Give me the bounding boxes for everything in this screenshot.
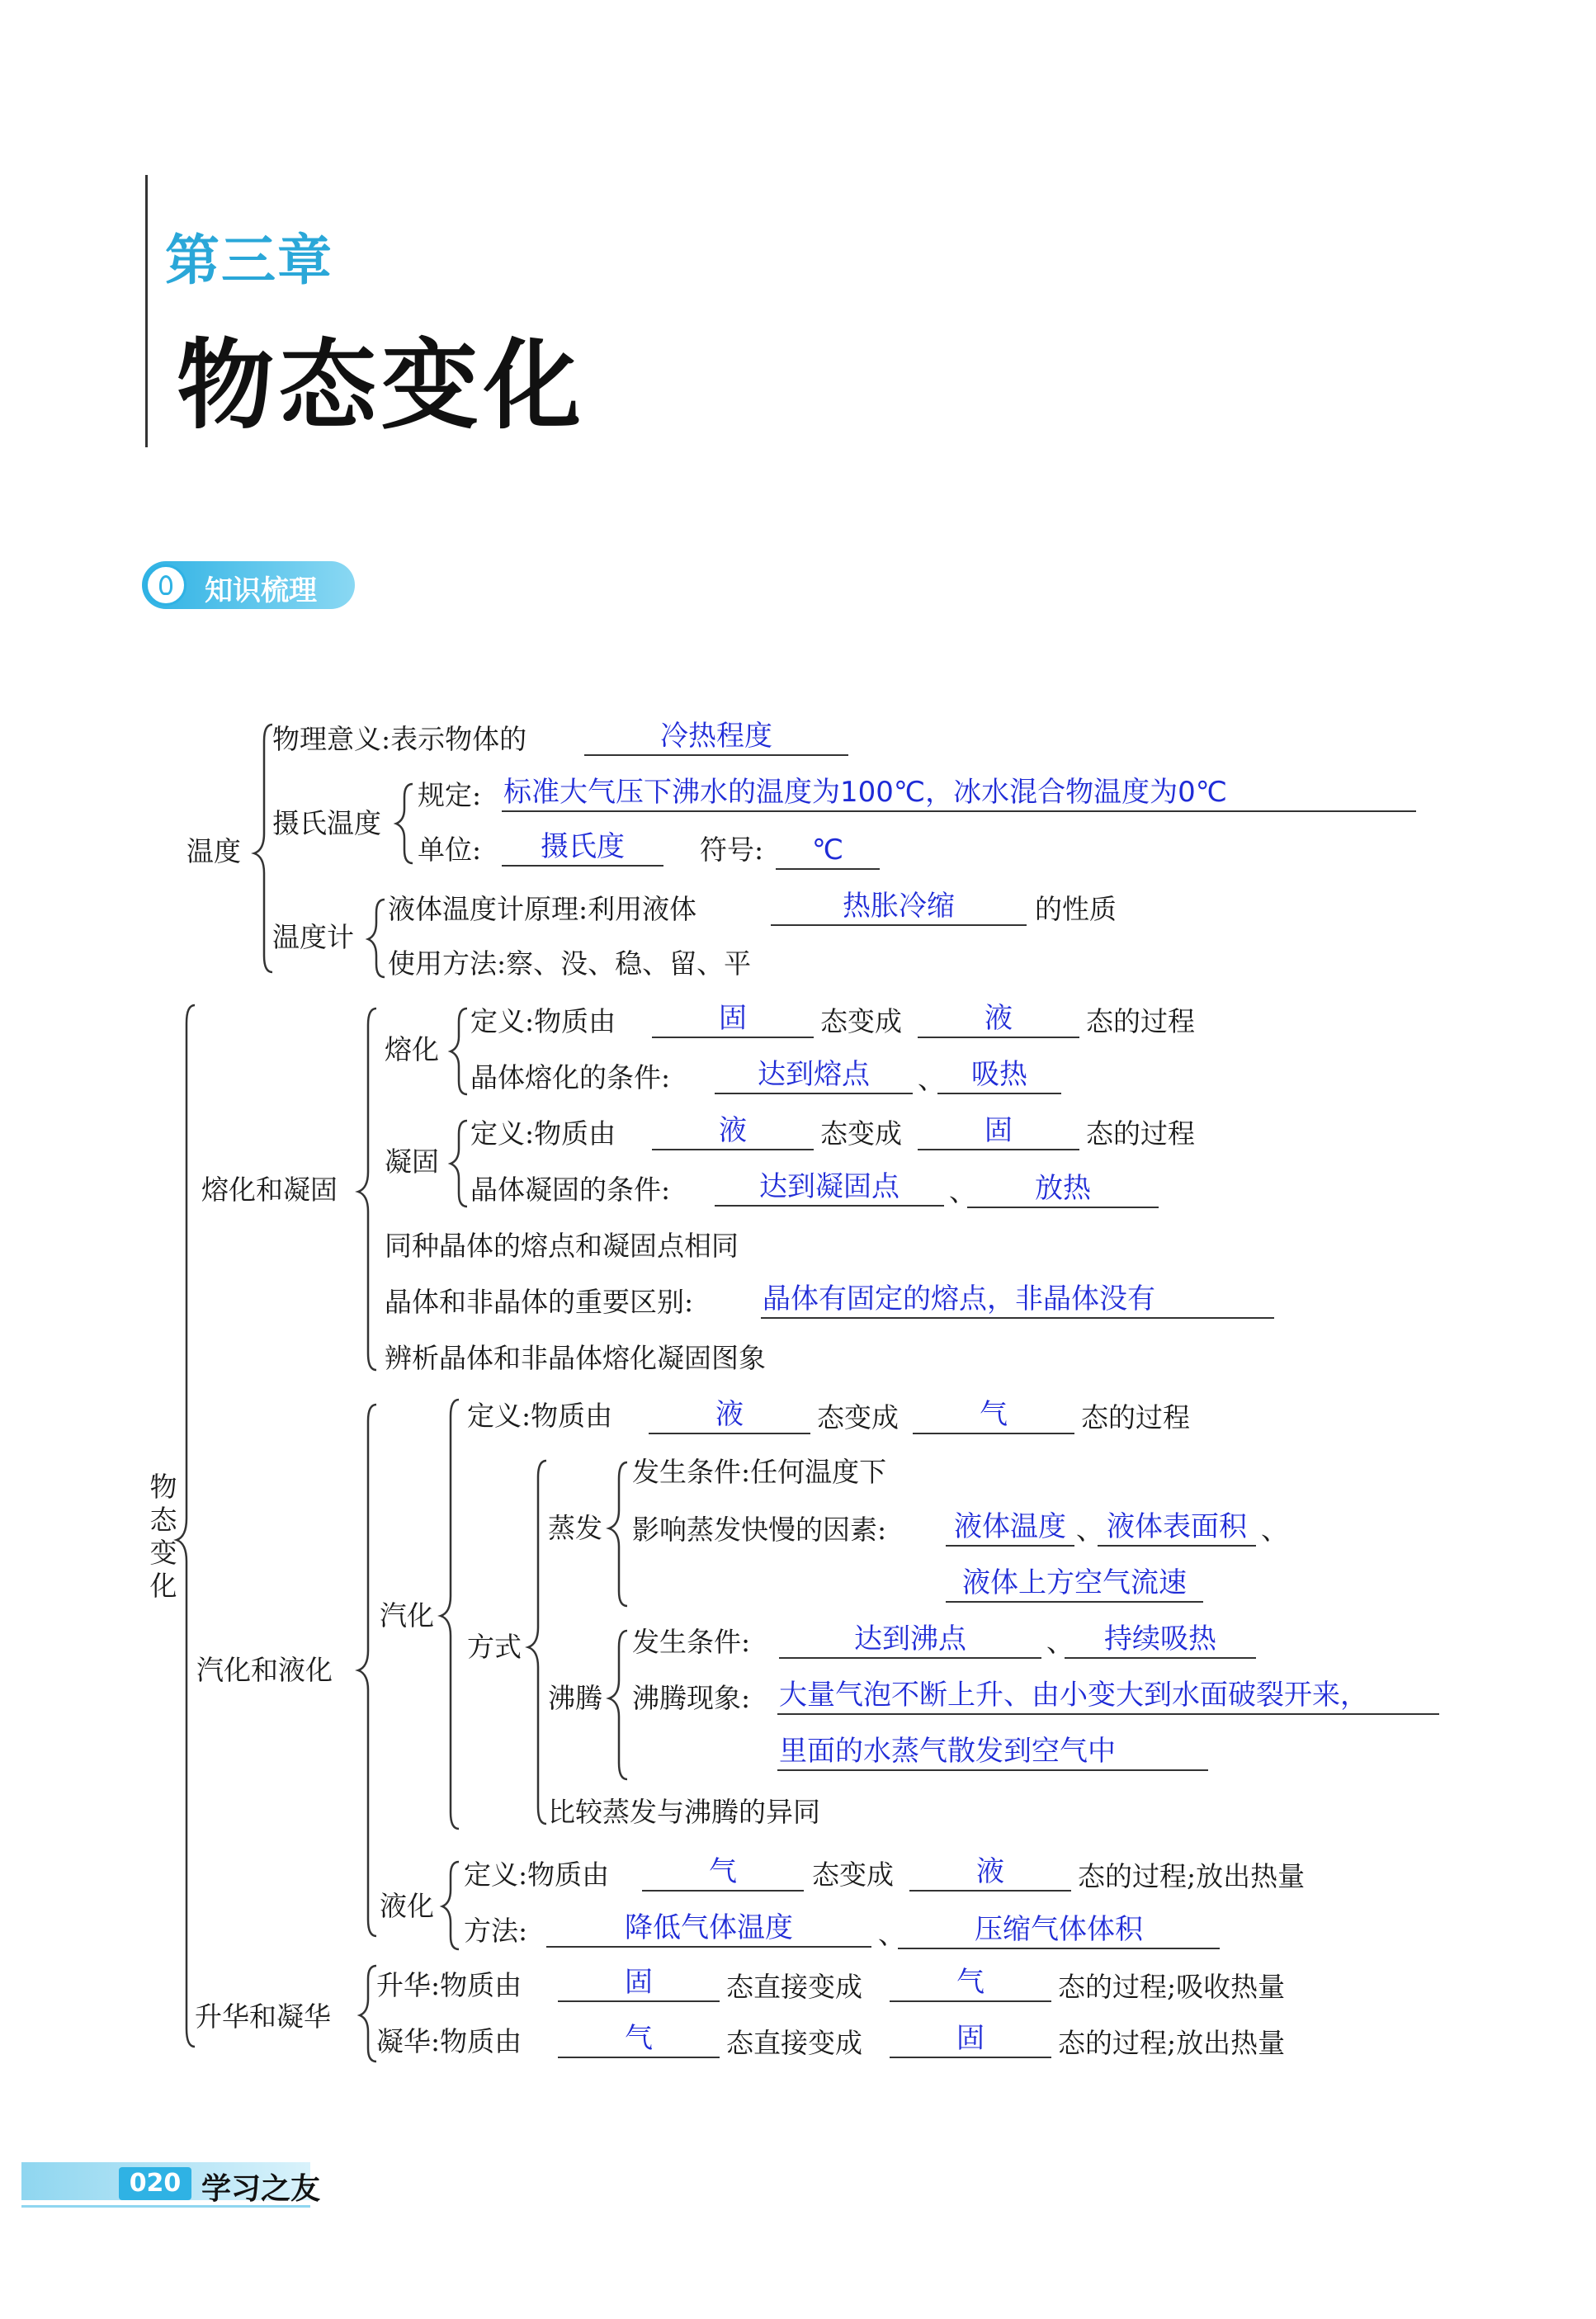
evap-factor-a: 液体温度 bbox=[946, 1510, 1074, 1547]
vapor-def-b: 气 bbox=[913, 1398, 1074, 1434]
node-celsius: 摄氏温度 bbox=[272, 807, 381, 839]
solid-def-mid: 态变成 bbox=[820, 1117, 902, 1150]
melt-def-b: 液 bbox=[918, 1002, 1079, 1038]
node-vaporization: 汽化 bbox=[380, 1599, 434, 1632]
melt-def-mid: 态变成 bbox=[820, 1005, 902, 1037]
boil-cond-prefix: 发生条件: bbox=[632, 1626, 751, 1658]
same-point-note: 同种晶体的熔点和凝固点相同 bbox=[385, 1230, 739, 1262]
melt-cond-sep: 、 bbox=[918, 1063, 945, 1095]
sub-a: 固 bbox=[558, 1966, 720, 2002]
chapter-title: 物态变化 bbox=[177, 328, 587, 442]
dep-suffix: 态的过程;放出热量 bbox=[1058, 2027, 1286, 2059]
node-ways: 方式 bbox=[467, 1631, 522, 1663]
solid-cond-prefix: 晶体凝固的条件: bbox=[470, 1174, 671, 1206]
liq-method-a: 降低气体温度 bbox=[546, 1911, 871, 1948]
meaning-answer: 冷热程度 bbox=[584, 720, 848, 756]
vapor-def-mid: 态变成 bbox=[817, 1401, 899, 1433]
solid-cond-sep: 、 bbox=[949, 1175, 976, 1207]
root-node: 物 态 变 化 bbox=[149, 1471, 177, 1602]
boil-phen-a: 大量气泡不断上升、由小变大到水面破裂开来， bbox=[777, 1679, 1439, 1715]
liq-method-prefix: 方法: bbox=[464, 1915, 528, 1947]
node-boiling: 沸腾 bbox=[548, 1682, 602, 1714]
diff-prefix: 晶体和非晶体的重要区别: bbox=[385, 1286, 694, 1318]
sub-prefix: 升华:物质由 bbox=[376, 1969, 522, 2001]
liq-def-b: 液 bbox=[909, 1855, 1071, 1892]
evap-factor-sep: 、 bbox=[1076, 1514, 1103, 1546]
book-name: 学习之友 bbox=[201, 2171, 321, 2206]
node-temperature: 温度 bbox=[187, 835, 241, 867]
section-title: 知识梳理 bbox=[205, 574, 317, 607]
sub-mid: 态直接变成 bbox=[726, 1971, 862, 2003]
node-sublimation-deposition: 升华和凝华 bbox=[195, 2000, 331, 2033]
melt-def-a: 固 bbox=[652, 1002, 814, 1038]
principle-suffix: 的性质 bbox=[1035, 893, 1117, 925]
sub-suffix: 态的过程;吸收热量 bbox=[1058, 1971, 1286, 2003]
page-number: 020 bbox=[119, 2167, 191, 2200]
usage-method: 使用方法:察、没、稳、留、平 bbox=[388, 947, 752, 980]
dep-mid: 态直接变成 bbox=[726, 2027, 862, 2059]
node-liquefaction: 液化 bbox=[380, 1890, 434, 1922]
liq-def-prefix: 定义:物质由 bbox=[464, 1859, 610, 1891]
melt-def-prefix: 定义:物质由 bbox=[470, 1005, 616, 1037]
diff-answer: 晶体有固定的熔点，非晶体没有 bbox=[761, 1282, 1274, 1319]
liq-def-mid: 态变成 bbox=[812, 1859, 894, 1891]
dep-b: 固 bbox=[890, 2022, 1051, 2058]
graph-note: 辨析晶体和非晶体熔化凝固图象 bbox=[385, 1342, 766, 1374]
boil-cond-a: 达到沸点 bbox=[779, 1622, 1041, 1659]
symbol-prefix: 符号: bbox=[700, 834, 764, 866]
vapor-def-suffix: 态的过程 bbox=[1081, 1401, 1190, 1433]
sub-b: 气 bbox=[890, 1966, 1051, 2002]
dep-prefix: 凝华:物质由 bbox=[376, 2025, 522, 2057]
symbol-answer: ℃ bbox=[776, 834, 880, 870]
solid-def-a: 液 bbox=[652, 1114, 814, 1150]
rule-prefix: 规定: bbox=[418, 779, 482, 811]
node-melting: 熔化 bbox=[385, 1033, 439, 1065]
principle-prefix: 液体温度计原理:利用液体 bbox=[388, 893, 697, 925]
solid-def-suffix: 态的过程 bbox=[1086, 1117, 1195, 1150]
node-thermometer: 温度计 bbox=[272, 921, 354, 953]
evap-factor-prefix: 影响蒸发快慢的因素: bbox=[632, 1514, 887, 1546]
node-vaporization-liquefaction: 汽化和液化 bbox=[196, 1654, 333, 1686]
solid-def-prefix: 定义:物质由 bbox=[470, 1117, 616, 1150]
node-solidification: 凝固 bbox=[385, 1145, 439, 1178]
evap-cond: 发生条件:任何温度下 bbox=[632, 1456, 887, 1488]
liq-method-b: 压缩气体体积 bbox=[898, 1913, 1220, 1949]
solid-cond-a: 达到凝固点 bbox=[715, 1170, 944, 1207]
compare-note: 比较蒸发与沸腾的异同 bbox=[548, 1796, 820, 1828]
liq-def-suffix: 态的过程;放出热量 bbox=[1078, 1860, 1306, 1892]
evap-factor-c: 液体上方空气流速 bbox=[946, 1566, 1203, 1603]
node-evaporation: 蒸发 bbox=[548, 1512, 602, 1544]
rule-answer: 标准大气压下沸水的温度为100℃，冰水混合物温度为0℃ bbox=[502, 776, 1416, 812]
boil-cond-b: 持续吸热 bbox=[1065, 1622, 1256, 1659]
unit-answer: 摄氏度 bbox=[502, 830, 663, 867]
solid-def-b: 固 bbox=[918, 1114, 1079, 1150]
liq-method-sep: 、 bbox=[878, 1918, 905, 1950]
melt-def-suffix: 态的过程 bbox=[1086, 1005, 1195, 1037]
melt-cond-b: 吸热 bbox=[937, 1058, 1061, 1094]
node-melting-solidification: 熔化和凝固 bbox=[201, 1174, 338, 1206]
solid-cond-b: 放热 bbox=[967, 1172, 1159, 1208]
boil-phen-prefix: 沸腾现象: bbox=[632, 1682, 751, 1714]
vapor-def-prefix: 定义:物质由 bbox=[467, 1400, 613, 1432]
evap-factor-end: 、 bbox=[1261, 1514, 1288, 1546]
chapter-label: 第三章 bbox=[165, 229, 333, 292]
melt-cond-prefix: 晶体熔化的条件: bbox=[470, 1061, 671, 1093]
vapor-def-a: 液 bbox=[649, 1398, 810, 1434]
unit-prefix: 单位: bbox=[418, 834, 482, 866]
liq-def-a: 气 bbox=[642, 1855, 804, 1892]
boil-phen-b: 里面的水蒸气散发到空气中 bbox=[777, 1735, 1208, 1771]
principle-answer: 热胀冷缩 bbox=[771, 890, 1027, 926]
boil-cond-sep: 、 bbox=[1046, 1626, 1074, 1658]
evap-factor-b: 液体表面积 bbox=[1098, 1510, 1256, 1547]
dep-a: 气 bbox=[558, 2022, 720, 2058]
meaning-prefix: 物理意义:表示物体的 bbox=[272, 723, 527, 755]
melt-cond-a: 达到熔点 bbox=[715, 1058, 913, 1094]
